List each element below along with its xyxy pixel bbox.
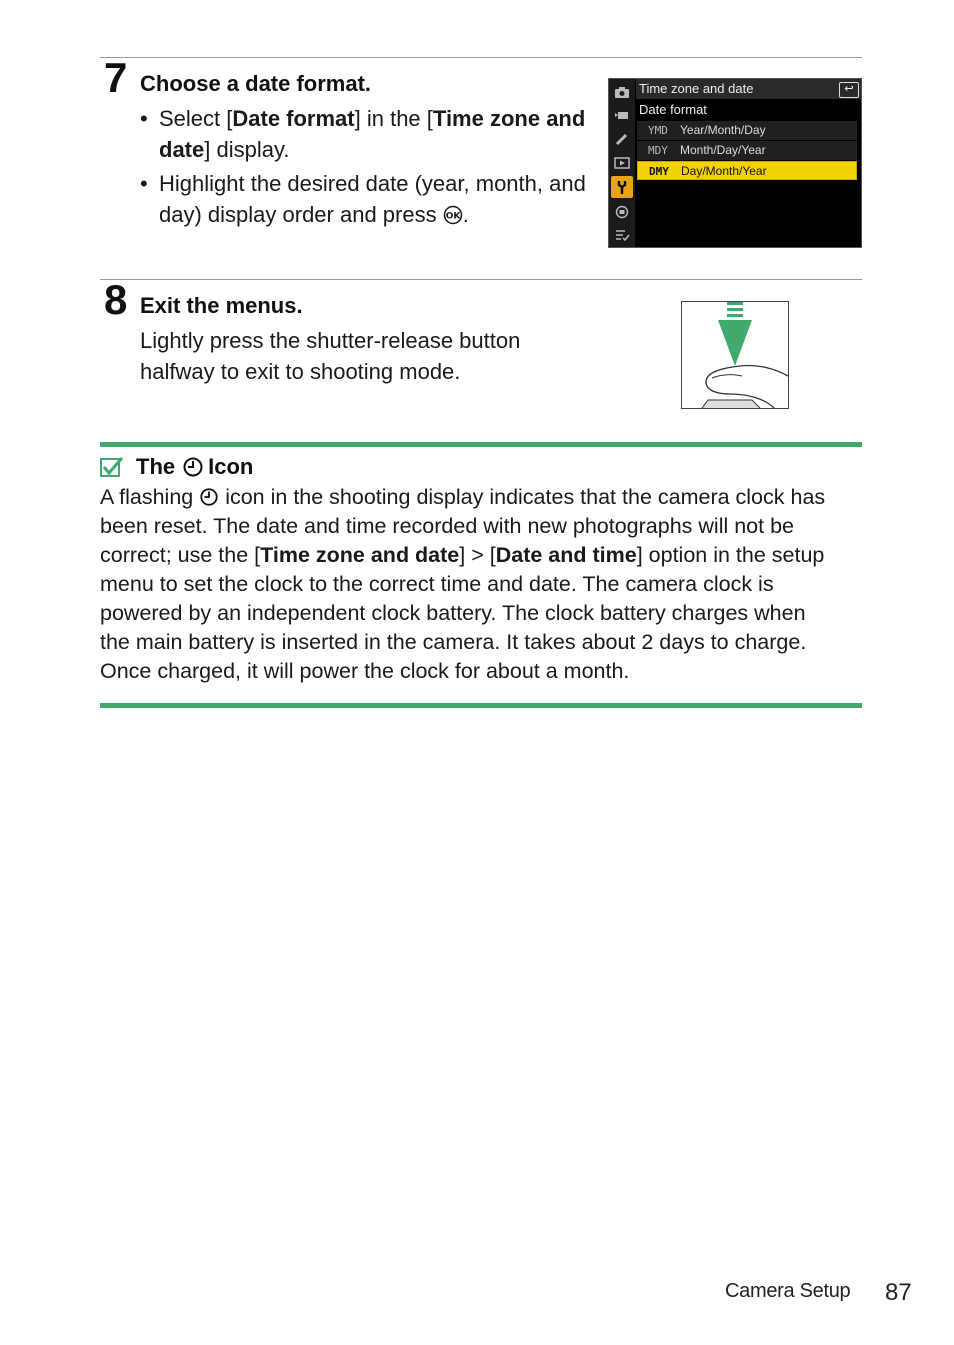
text: ] display. — [204, 137, 290, 162]
svg-text:OK: OK — [445, 211, 461, 222]
note-line: been reset. The date and time recorded with new photographs will not be — [100, 514, 795, 538]
menu-term-time-zone-and-date: Time zone and date — [260, 543, 460, 567]
camera-icon — [614, 85, 630, 99]
step-8-body — [140, 325, 620, 387]
footer-section-label: Camera Setup — [725, 1280, 851, 1302]
divider-middle — [100, 279, 862, 280]
clock-not-set-icon — [182, 456, 204, 478]
option-code: YMD — [648, 124, 668, 137]
text: . — [462, 202, 469, 227]
step-8-line: halfway to exit to shooting mode. — [140, 359, 461, 384]
step-8-number: 8 — [104, 276, 128, 323]
step-7-title: Choose a date format. — [140, 71, 372, 96]
note-line: powered by an independent clock battery. The clock battery charges when — [100, 601, 806, 625]
option-label: Day/Month/Year — [681, 164, 767, 178]
text: ] option in the setup — [636, 543, 825, 567]
step-8-title: Exit the menus. — [140, 293, 303, 318]
note-line — [100, 483, 862, 512]
wrench-icon — [611, 176, 633, 198]
date-format-option-ymd[interactable] — [637, 121, 857, 140]
camera-menu-sidebar — [609, 79, 635, 247]
movie-icon — [614, 108, 630, 122]
note-line: menu to set the clock to the correct time and date. The camera clock is — [100, 572, 774, 596]
divider-top — [100, 57, 862, 58]
menu-term-date-format: Date format — [232, 106, 355, 131]
setup-menu-selected — [611, 176, 633, 198]
camera-menu-title: Time zone and date — [639, 81, 754, 96]
note-title-text: The — [136, 454, 176, 479]
step-8-line: Lightly press the shutter-release button — [140, 328, 521, 353]
back-icon[interactable]: ↩ — [839, 82, 859, 98]
option-code: MDY — [648, 144, 668, 157]
finger-pressing-shutter-icon — [682, 302, 788, 408]
note-line: Once charged, it will power the clock for about a month. — [100, 659, 630, 683]
text: icon in the shooting display indicates that the camera clock has — [225, 485, 826, 509]
page-number: 87 — [885, 1279, 912, 1306]
date-format-option-dmy[interactable] — [637, 161, 857, 180]
text: A flashing — [100, 485, 194, 509]
checkmark-note-icon — [100, 456, 124, 478]
playback-icon — [614, 156, 630, 170]
note-title — [100, 453, 253, 481]
option-code: DMY — [649, 165, 669, 178]
text: ] in the [ — [354, 106, 433, 131]
note-line — [100, 541, 862, 570]
step-7-number: 7 — [104, 54, 128, 101]
menu-term-time-zone-and-date: Time zone and date — [159, 106, 586, 162]
text: ] > [ — [459, 543, 496, 567]
clock-not-set-icon — [199, 487, 219, 507]
retouch-icon — [614, 205, 630, 219]
note-bottom-bar — [100, 703, 862, 708]
camera-menu-subheader: Date format — [639, 102, 707, 117]
option-label: Month/Day/Year — [680, 143, 766, 157]
step-7-bullet-2 — [140, 168, 590, 230]
note-body — [100, 483, 862, 686]
bullet-dot: • — [140, 106, 148, 131]
option-label: Year/Month/Day — [680, 123, 766, 137]
pencil-icon — [614, 132, 630, 146]
my-menu-icon — [614, 228, 630, 242]
menu-term-date-and-time: Date and time — [495, 543, 637, 567]
text: correct; use the [ — [100, 543, 261, 567]
note-line: the main battery is inserted in the camera. It takes about 2 days to charge. — [100, 630, 807, 654]
camera-menu-screenshot — [608, 78, 862, 248]
note-top-bar — [100, 442, 862, 447]
text: Select [ — [159, 106, 233, 131]
text: Highlight the desired date (year, month, and day) display order and press — [159, 171, 586, 227]
ok-button-icon — [443, 205, 463, 225]
step-7-bullet-1 — [140, 103, 590, 165]
bullet-dot: • — [140, 171, 148, 196]
note-title-text: Icon — [208, 454, 254, 479]
camera-menu-header — [636, 79, 861, 99]
shutter-press-illustration — [681, 301, 789, 409]
date-format-option-mdy[interactable] — [637, 141, 857, 160]
